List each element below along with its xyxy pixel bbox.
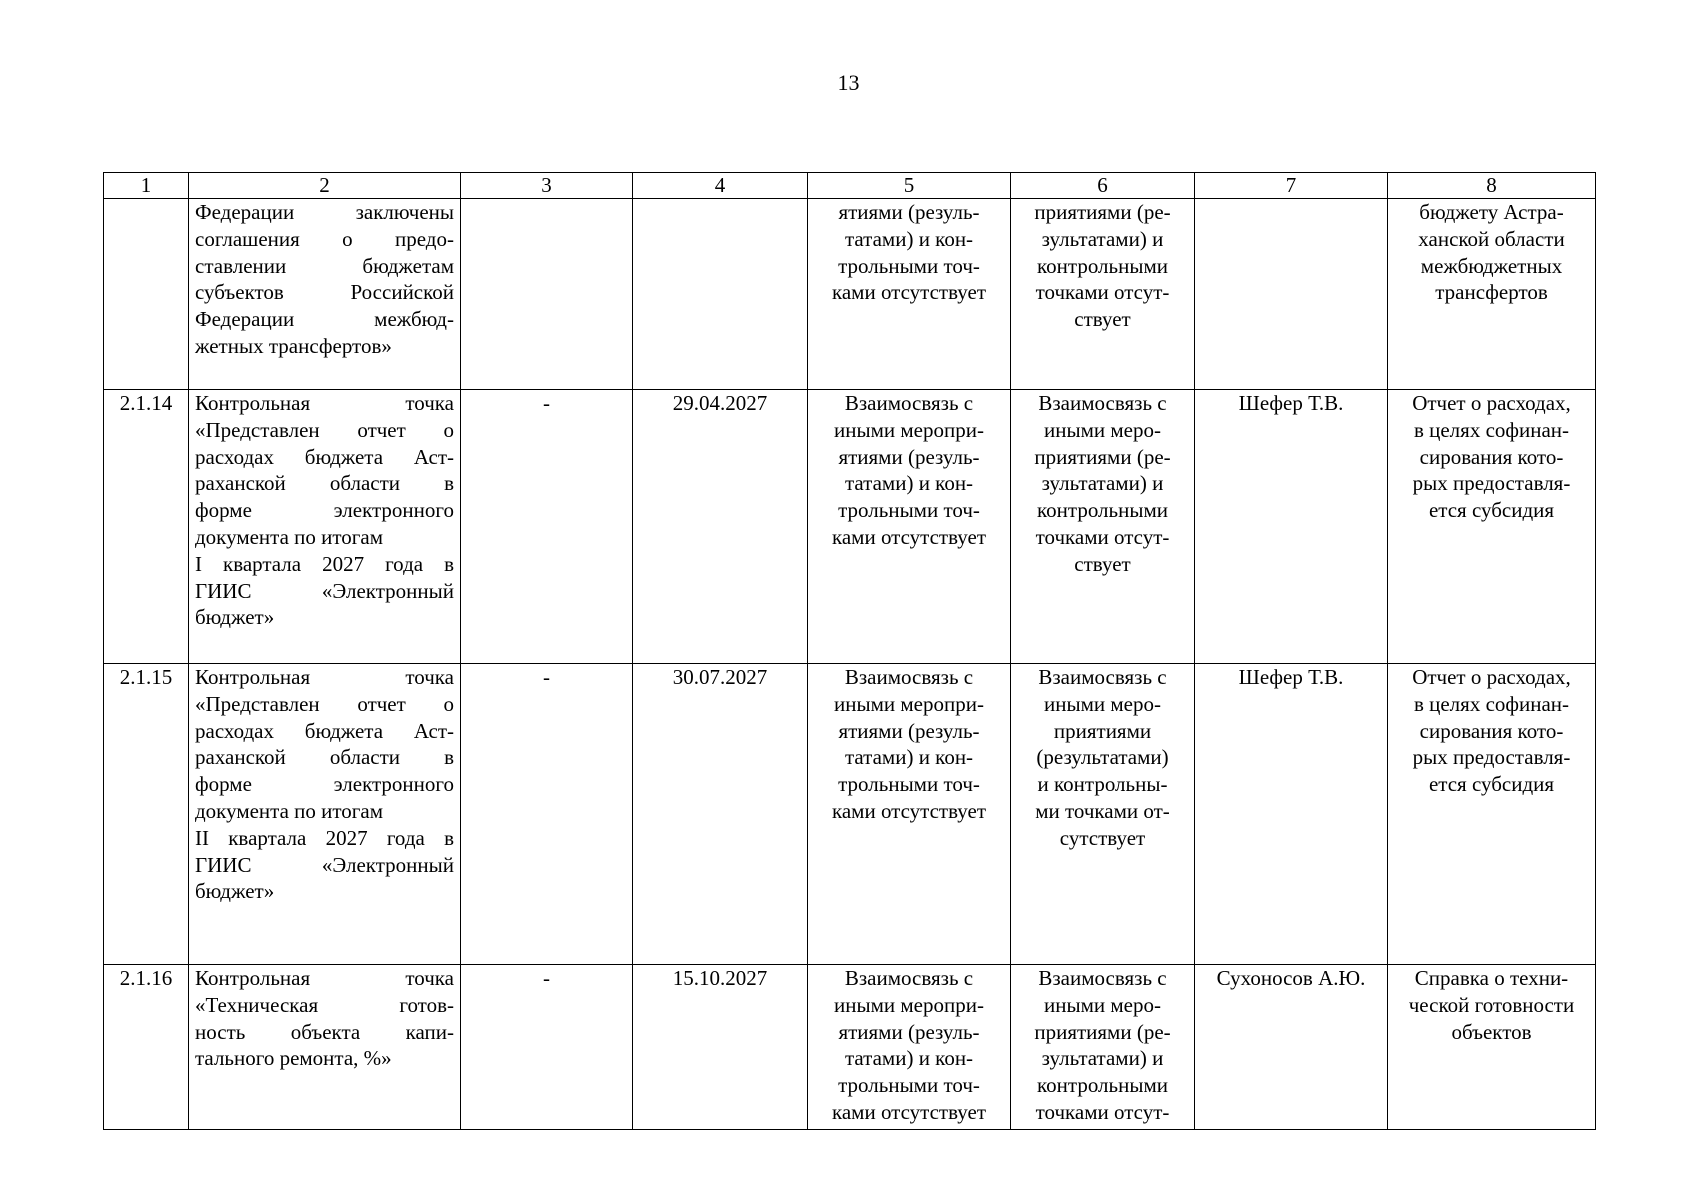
col3-cell: [461, 199, 633, 390]
text-line: жетных трансфертов»: [195, 333, 392, 358]
text-line: форме электронного: [195, 772, 454, 797]
header-cell: 8: [1388, 173, 1596, 199]
text-line: ГИИС «Электронный: [195, 852, 454, 877]
table-row: [104, 390, 1596, 664]
table-row: [104, 664, 1596, 965]
text-line: ствует: [1074, 551, 1131, 576]
text-line: трансфертов: [1435, 280, 1548, 305]
text-line: приятиями: [1053, 718, 1152, 743]
text-line: I квартала 2027 года в: [195, 551, 454, 576]
text-line: тального ремонта, %»: [195, 1046, 392, 1071]
text-line: ками отсутствует: [831, 1099, 987, 1124]
text-line: приятиями (ре-: [1034, 444, 1171, 469]
text-line: в целях софинан-: [1413, 417, 1570, 442]
text-line: иными меро-: [1044, 992, 1161, 1017]
text-line: иными меро-: [1044, 417, 1161, 442]
text-line: рых предоставля-: [1412, 471, 1571, 496]
row-number-cell: 2.1.14: [104, 390, 189, 664]
text-line: субъектов Российской: [195, 280, 454, 305]
header-cell: 5: [808, 173, 1011, 199]
header-row: [104, 173, 1596, 199]
text-line: ми точками от-: [1035, 798, 1170, 823]
col3-cell: -: [461, 390, 633, 664]
relationship-cell: [808, 199, 1011, 390]
text-line: «Техническая готов-: [195, 992, 454, 1017]
text-line: ствует: [1074, 307, 1131, 332]
text-line: точками отсут-: [1035, 280, 1170, 305]
text-line: документа по итогам: [195, 798, 384, 823]
text-line: Взаимосвязь с: [844, 665, 974, 689]
text-line: документа по итогам: [195, 524, 384, 549]
relationship-cell: [808, 664, 1011, 965]
relationship-cell: [808, 390, 1011, 664]
text-line: иными меропри-: [834, 691, 984, 716]
header-cell: 7: [1195, 173, 1388, 199]
text-line: контрольными: [1037, 1073, 1168, 1098]
row-number-cell: 2.1.15: [104, 664, 189, 965]
text-line: иными меропри-: [834, 417, 984, 442]
relationship-cell: [1011, 390, 1195, 664]
header-cell: 4: [633, 173, 808, 199]
table-row: [104, 965, 1596, 1130]
text-line: межбюджетных: [1420, 253, 1563, 278]
text-line: ность объекта капи-: [195, 1019, 454, 1044]
relationship-cell: [1011, 965, 1195, 1130]
description-cell: [189, 199, 461, 390]
text-line: зультатами) и: [1041, 1046, 1164, 1071]
text-line: ками отсутствует: [831, 280, 987, 305]
text-line: трольными точ-: [838, 772, 980, 797]
text-line: зультатами) и: [1041, 471, 1164, 496]
relationship-cell: [808, 965, 1011, 1130]
date-cell: 29.04.2027: [633, 390, 808, 664]
text-line: татами) и кон-: [844, 471, 974, 496]
text-line: трольными точ-: [838, 253, 980, 278]
date-cell: [633, 199, 808, 390]
text-line: раханской области в: [195, 745, 454, 770]
text-line: сутствует: [1059, 825, 1146, 850]
text-line: ятиями (резуль-: [838, 444, 980, 469]
text-line: трольными точ-: [838, 498, 980, 523]
text-line: татами) и кон-: [844, 1046, 974, 1071]
text-line: татами) и кон-: [844, 745, 974, 770]
text-line: бюджет»: [195, 879, 275, 904]
text-line: ставлении бюджетам: [195, 253, 454, 278]
text-line: ятиями (резуль-: [838, 200, 980, 224]
text-line: Федерации заключены: [195, 200, 454, 224]
continuation-row: [104, 199, 1596, 390]
header-cell: 1: [104, 173, 189, 199]
document-cell: [1388, 965, 1596, 1130]
text-line: ется субсидия: [1428, 772, 1555, 797]
text-line: Контрольная точка: [195, 966, 454, 990]
header-cell: 6: [1011, 173, 1195, 199]
page-number: 13: [837, 70, 860, 95]
text-line: раханской области в: [195, 471, 454, 496]
text-line: точками отсут-: [1035, 524, 1170, 549]
text-line: ятиями (резуль-: [838, 1019, 980, 1044]
text-line: сирования кото-: [1419, 718, 1564, 743]
text-line: трольными точ-: [838, 1073, 980, 1098]
text-line: расходах бюджета Аст-: [195, 444, 454, 469]
text-line: форме электронного: [195, 498, 454, 523]
document-cell: [1388, 199, 1596, 390]
responsible-cell: Шефер Т.В.: [1195, 664, 1388, 965]
text-line: ется субсидия: [1428, 498, 1555, 523]
text-line: Взаимосвязь с: [1038, 391, 1167, 415]
text-line: Взаимосвязь с: [844, 391, 974, 415]
text-line: иными меропри-: [834, 992, 984, 1017]
text-line: Взаимосвязь с: [844, 966, 974, 990]
relationship-cell: [1011, 199, 1195, 390]
responsible-cell: Сухоносов А.Ю.: [1195, 965, 1388, 1130]
text-line: рых предоставля-: [1412, 745, 1571, 770]
text-line: татами) и кон-: [844, 226, 974, 251]
text-line: ханской области: [1418, 226, 1565, 251]
header-cell: 2: [189, 173, 461, 199]
text-line: Контрольная точка: [195, 665, 454, 689]
text-line: Отчет о расходах,: [1412, 665, 1571, 689]
text-line: и контрольны-: [1037, 772, 1168, 797]
text-line: контрольными: [1037, 253, 1168, 278]
header-cell: 3: [461, 173, 633, 199]
text-line: ками отсутствует: [831, 524, 987, 549]
text-line: Справка о техни-: [1414, 966, 1569, 990]
text-line: объектов: [1451, 1019, 1532, 1044]
col3-cell: -: [461, 664, 633, 965]
text-line: ятиями (резуль-: [838, 718, 980, 743]
text-line: бюджет»: [195, 605, 275, 630]
description-cell: [189, 390, 461, 664]
text-line: приятиями (ре-: [1034, 1019, 1171, 1044]
text-line: ческой готовности: [1408, 992, 1575, 1017]
description-cell: [189, 965, 461, 1130]
description-cell: [189, 664, 461, 965]
text-line: контрольными: [1037, 498, 1168, 523]
document-cell: [1388, 664, 1596, 965]
text-line: Отчет о расходах,: [1412, 391, 1571, 415]
date-cell: 15.10.2027: [633, 965, 808, 1130]
date-cell: 30.07.2027: [633, 664, 808, 965]
row-number-cell: [104, 199, 189, 390]
text-line: соглашения о предо-: [195, 226, 454, 251]
text-line: Федерации межбюд-: [195, 307, 454, 332]
text-line: точками отсут-: [1035, 1099, 1170, 1124]
text-line: ками отсутствует: [831, 798, 987, 823]
plan-table: [103, 172, 1596, 1130]
col3-cell: -: [461, 965, 633, 1130]
text-line: «Представлен отчет о: [195, 691, 454, 716]
text-line: II квартала 2027 года в: [195, 825, 454, 850]
text-line: Взаимосвязь с: [1038, 966, 1167, 990]
text-line: (результатами): [1036, 745, 1169, 770]
text-line: бюджету Астра-: [1419, 200, 1564, 224]
document-cell: [1388, 390, 1596, 664]
relationship-cell: [1011, 664, 1195, 965]
text-line: иными меро-: [1044, 691, 1161, 716]
text-line: Взаимосвязь с: [1038, 665, 1167, 689]
row-number-cell: 2.1.16: [104, 965, 189, 1130]
text-line: ГИИС «Электронный: [195, 578, 454, 603]
responsible-cell: [1195, 199, 1388, 390]
text-line: «Представлен отчет о: [195, 417, 454, 442]
text-line: зультатами) и: [1041, 226, 1164, 251]
responsible-cell: Шефер Т.В.: [1195, 390, 1388, 664]
text-line: приятиями (ре-: [1034, 200, 1171, 224]
text-line: Контрольная точка: [195, 391, 454, 415]
text-line: в целях софинан-: [1413, 691, 1570, 716]
text-line: расходах бюджета Аст-: [195, 718, 454, 743]
text-line: сирования кото-: [1419, 444, 1564, 469]
